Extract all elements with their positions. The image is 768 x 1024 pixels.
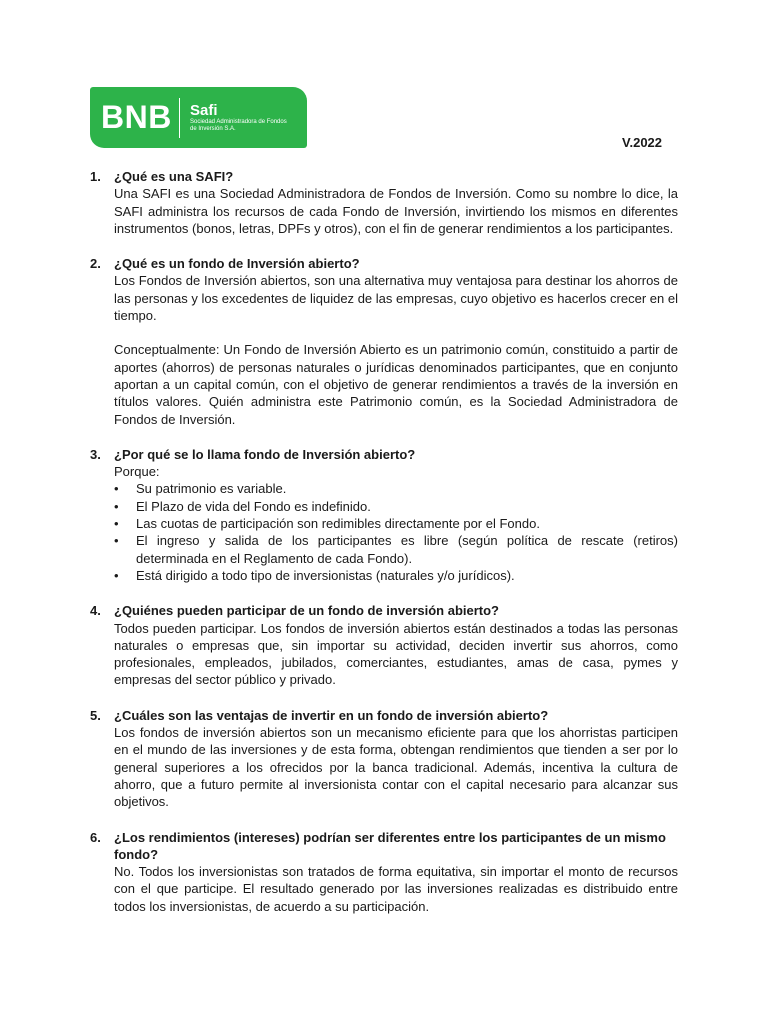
answer-paragraph: Los fondos de inversión abiertos son un mecanismo eficiente para que los ahorristas participen en el mundo de las inversiones y de esta forma, obtengan rendimientos que tienden a ser por lo general superiores a los ofrecidos por la banca tradicional. Además, incentiva la cultura de ahorro, que a futuro permite al inversionista contar con el capital necesario para alcanzar sus objetivos. (114, 725, 678, 810)
list-item (114, 532, 678, 567)
document-version: V.2022 (622, 135, 663, 150)
logo-divider (179, 98, 180, 138)
list-item-text: Su patrimonio es variable. (136, 481, 287, 497)
logo-product: Safi (190, 101, 218, 119)
faq-list (90, 168, 678, 933)
bullet-icon: • (114, 516, 119, 532)
faq-answer (90, 272, 678, 427)
answer-paragraph: Los Fondos de Inversión abiertos, son una alternativa muy ventajosa para destinar los ahorros de las personas y los excedentes de liquidez de las empresas, cuyo objetivo es hacerlos crecer en el tiempo. (114, 273, 678, 324)
faq-question-text: ¿Cuáles son las ventajas de invertir en un fondo de inversión abierto? (114, 707, 549, 723)
faq-answer (90, 620, 678, 689)
faq-question-text: ¿Qué es un fondo de Inversión abierto? (114, 256, 360, 272)
faq-question-text: ¿Los rendimientos (intereses) podrían ser diferentes entre los participantes de un mismo fondo? (114, 829, 666, 862)
faq-number: 1. (90, 169, 101, 184)
faq-question (90, 446, 678, 463)
faq-item-6 (90, 829, 678, 915)
logo-brand: BNB (101, 99, 172, 135)
faq-question (90, 602, 678, 619)
bullet-icon: • (114, 533, 119, 549)
bullet-list (114, 480, 678, 584)
faq-item-5 (90, 707, 678, 811)
list-item (114, 480, 678, 497)
faq-number: 4. (90, 603, 101, 619)
list-item (114, 515, 678, 532)
answer-paragraph: Todos pueden participar. Los fondos de inversión abiertos están destinados a todas las personas naturales o empresas que, sin importar su actividad, deciden invertir sus ahorros, como profesionales, empleados, jubilados, comerciantes, estudiantes, amas de casa, pymes y empresas del sector público y privado. (114, 620, 678, 688)
faq-number: 5. (90, 707, 101, 723)
answer-paragraph: Una SAFI es una Sociedad Administradora de Fondos de Inversión. Como su nombre lo dice, la SAFI administra los recursos de cada Fondo de Inversión, invirtiendo los mismos en diferentes instrumentos (bonos, letras, DPFs y otros), con el fin de generar rendimientos a los participantes. (114, 186, 678, 236)
faq-item-2 (90, 255, 678, 428)
faq-question (90, 829, 678, 864)
logo-text (190, 103, 290, 133)
bullet-icon: • (114, 481, 119, 497)
faq-number: 3. (90, 446, 101, 462)
list-item-text: Las cuotas de participación son redimibles directamente por el Fondo. (136, 516, 540, 532)
faq-item-3 (90, 446, 678, 584)
list-item-text: Está dirigido a todo tipo de inversionistas (naturales y/o jurídicos). (136, 567, 515, 583)
bullet-icon: • (114, 498, 119, 514)
faq-item-4 (90, 602, 678, 688)
logo-subtitle: Sociedad Administradora de Fondos de Inversión S.A. (190, 118, 287, 132)
faq-number: 6. (90, 829, 101, 845)
faq-question-text: ¿Qué es una SAFI? (114, 169, 234, 184)
faq-answer (90, 463, 678, 584)
bullet-icon: • (114, 567, 119, 583)
answer-paragraph: Conceptualmente: Un Fondo de Inversión Abierto es un patrimonio común, constituido a partir de aportes (ahorros) de personas naturales o jurídicas denominados participantes, que en conjunto aportan a un capital común, con el objetivo de generar rendimientos a través de la inversión en títulos valores. Quién administra este Patrimonio común, es la Sociedad Administradora de Fondos de Inversión. (114, 342, 678, 427)
faq-question-text: ¿Quiénes pueden participar de un fondo de inversión abierto? (114, 603, 499, 619)
answer-intro: Porque: (114, 464, 160, 480)
faq-answer (90, 863, 678, 915)
faq-question (90, 255, 678, 272)
list-item (114, 567, 678, 584)
faq-question (90, 707, 678, 724)
answer-paragraph: No. Todos los inversionistas son tratados de forma equitativa, sin importar el monto de recursos con el que participe. El resultado generado por las inversiones realizadas es distribuido entre todos los inversionistas, de acuerdo a su participación. (114, 864, 678, 914)
list-item-text: El ingreso y salida de los participantes es libre (según política de rescate (retiros) determinada en el Reglamento de cada Fondo). (136, 533, 678, 566)
list-item-text: El Plazo de vida del Fondo es indefinido. (136, 498, 371, 514)
faq-question (90, 168, 678, 185)
faq-question-text: ¿Por qué se lo llama fondo de Inversión abierto? (114, 446, 416, 462)
faq-number: 2. (90, 256, 101, 272)
list-item (114, 498, 678, 515)
bnb-safi-logo (90, 87, 307, 148)
faq-answer (90, 185, 678, 237)
faq-item-1 (90, 168, 678, 237)
faq-answer (90, 724, 678, 810)
